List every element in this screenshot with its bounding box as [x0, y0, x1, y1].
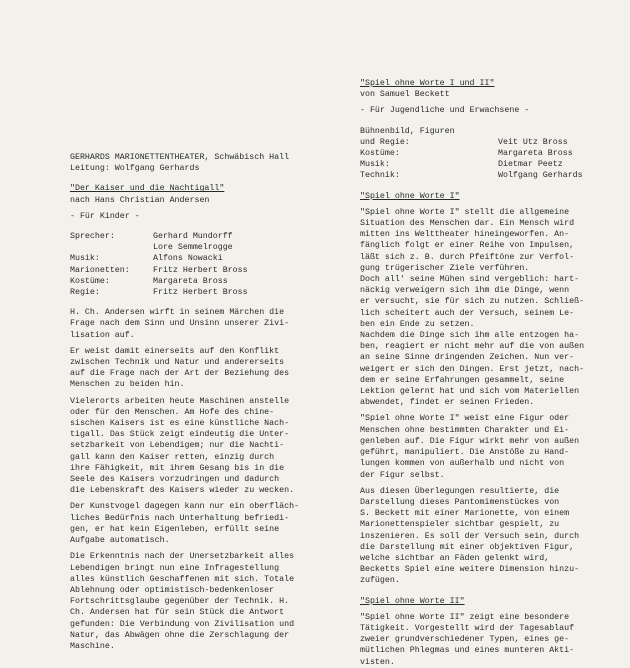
credit-row: Sprecher: Gerhard Mundorff [70, 232, 233, 242]
credits-beckett [360, 126, 622, 182]
credit-row: Kostüme: Margareta Bross [360, 149, 573, 159]
credit-row: Marionetten: Fritz Herbert Bross [70, 265, 248, 275]
section-title-spiel-1: "Spiel ohne Worte I" [360, 191, 460, 201]
play-author: von Samuel Beckett [360, 90, 450, 100]
right-column [360, 78, 622, 668]
credit-row: Bühnenbild, Figuren [360, 126, 455, 136]
credit-row: Kostüme: Margareta Bross [70, 276, 228, 286]
play-title-beckett: "Spiel ohne Worte I und II" [360, 79, 495, 88]
credit-row: Lore Semmelrogge [153, 243, 233, 253]
section-title-spiel-2: "Spiel ohne Worte II" [360, 596, 465, 606]
credit-row: Technik: Wolfgang Gerhards [360, 171, 583, 181]
play-audience: - Für Jugendliche und Erwachsene - [360, 106, 530, 116]
theater-direction: Leitung: Wolfgang Gerhards [70, 164, 200, 174]
paragraph: Aus diesen Überlegungen resultierte, die Darstellung dieses Pantomimenstückes von S. Beckett mit einer Marionette, von einem Marionettenspieler sichtbar gespielt, zu inszenieren. Es soll der Versuch sein, durch die Darstellung mit einer objektiven Figur, welche sichtbar an Fäden gelenkt wird, Becketts Spiel eine weitere Dimension hinzu- zufügen. [360, 486, 580, 586]
left-column [70, 152, 335, 652]
credit-row: Musik: Dietmar Peetz [360, 160, 563, 170]
credit-row: und Regie: Veit Utz Bross [360, 137, 568, 147]
theater-name: GERHARDS MARIONETTENTHEATER, Schwäbisch Hall [70, 153, 290, 162]
paragraph: Die Erkenntnis nach der Unersetzbarkeit alles Lebendigen bringt nun eine Infragestellung alles künstlich Geschaffenen mit sich. Totale Ablehnung oder optimistisch-bedenkenloser Fortschrittsglaube gegenüber der Technik. H. Ch. Andersen hat für sein Stück die Antwort gefunden: Die Verbindung von Zivilisation und Natur, das Abwägen ohne die Zerschlagung der Maschine. [70, 552, 295, 651]
play-audience: - Für Kinder - [70, 211, 140, 221]
play-title-kaiser: "Der Kaiser und die Nachtigall" [70, 184, 225, 194]
credits-kaiser [70, 231, 335, 298]
paragraph: Er weist damit einerseits auf den Konflikt zwischen Technik und Natur und andererseits auf die Frage nach der Art der Beziehung des Menschen zu beiden hin. [70, 346, 290, 390]
play-source: nach Hans Christian Andersen [70, 195, 210, 205]
paragraph: Der Kunstvogel dagegen kann nur ein oberfläch- liches Bedürfnis nach Unterhaltung befriedi- gen, er hat kein Eigenleben, erfüllt seine Aufgabe automatisch. [70, 502, 300, 546]
paragraph: H. Ch. Andersen wirft in seinem Märchen die Frage nach dem Sinn und Unsinn unserer Zivi- lisation auf. [70, 308, 290, 340]
paragraph: Vielerorts arbeiten heute Maschinen anstelle oder für den Menschen. Am Hofe des chine- sischen Kaisers ist es eine künstliche Nach- tigall. Das Stück zeigt eindeutig die Unter- setzbarkeit von Lebendigem; nur die Nachti- gall kann den Kaiser retten, einzig durch ihre Fähigkeit, mit ihrem Gesang bis in die Seele des Kaisers vorzudringen und dadurch die Lebenskraft des Kaisers wieder zu wecken. [70, 396, 295, 496]
paragraph: "Spiel ohne Worte II" zeigt eine besondere Tätigkeit. Vorgestellt wird der Tagesablauf zweier grundverschiedener Typen, eines ge- mütlichen Phlegmas und eines munteren Akti- visten. [360, 612, 575, 667]
credit-row: Regie: Fritz Herbert Bross [70, 288, 248, 298]
paragraph: "Spiel ohne Worte I" stellt die allgemeine Situation des Menschen dar. Ein Mensch wird mitten ins Welttheater hineingeworfen. An- fänglich folgt er einer Reihe von Impulsen, läßt sich z. B. durch Pfeiftöne zur Verfol- gung trügerischer Ziele verführen. Doch all' seine Mühen sind vergeblich: hart- näckig verweigern sich ihm die Dinge, wenn er versucht, sie für sich zu nutzen. Schließ- lich scheitert auch der Versuch, seinem Le- ben ein Ende zu setzen. Nachdem die Dinge sich ihm alle entzogen ha- ben, reagiert er nicht mehr auf die von außen an seine Sinne dringenden Zeichen. Nun ver- weigert er sich den Dingen. Erst jetzt, nach- dem er seine Erfahrungen gesammelt, seine Lektion gelernt hat und sich vom Materiellen abwendet, findet er seinen Frieden. [360, 207, 585, 408]
credit-row: Musik: Alfons Nowacki [70, 254, 223, 264]
paragraph: "Spiel ohne Worte I" weist eine Figur oder Menschen ohne bestimmten Charakter und Ei- genleben auf. Die Figur wirkt mehr von außen geführt, manipuliert. Die Anstöße zu Hand- lungen kommen von außerhalb und nicht von der Figur selbst. [360, 414, 580, 480]
